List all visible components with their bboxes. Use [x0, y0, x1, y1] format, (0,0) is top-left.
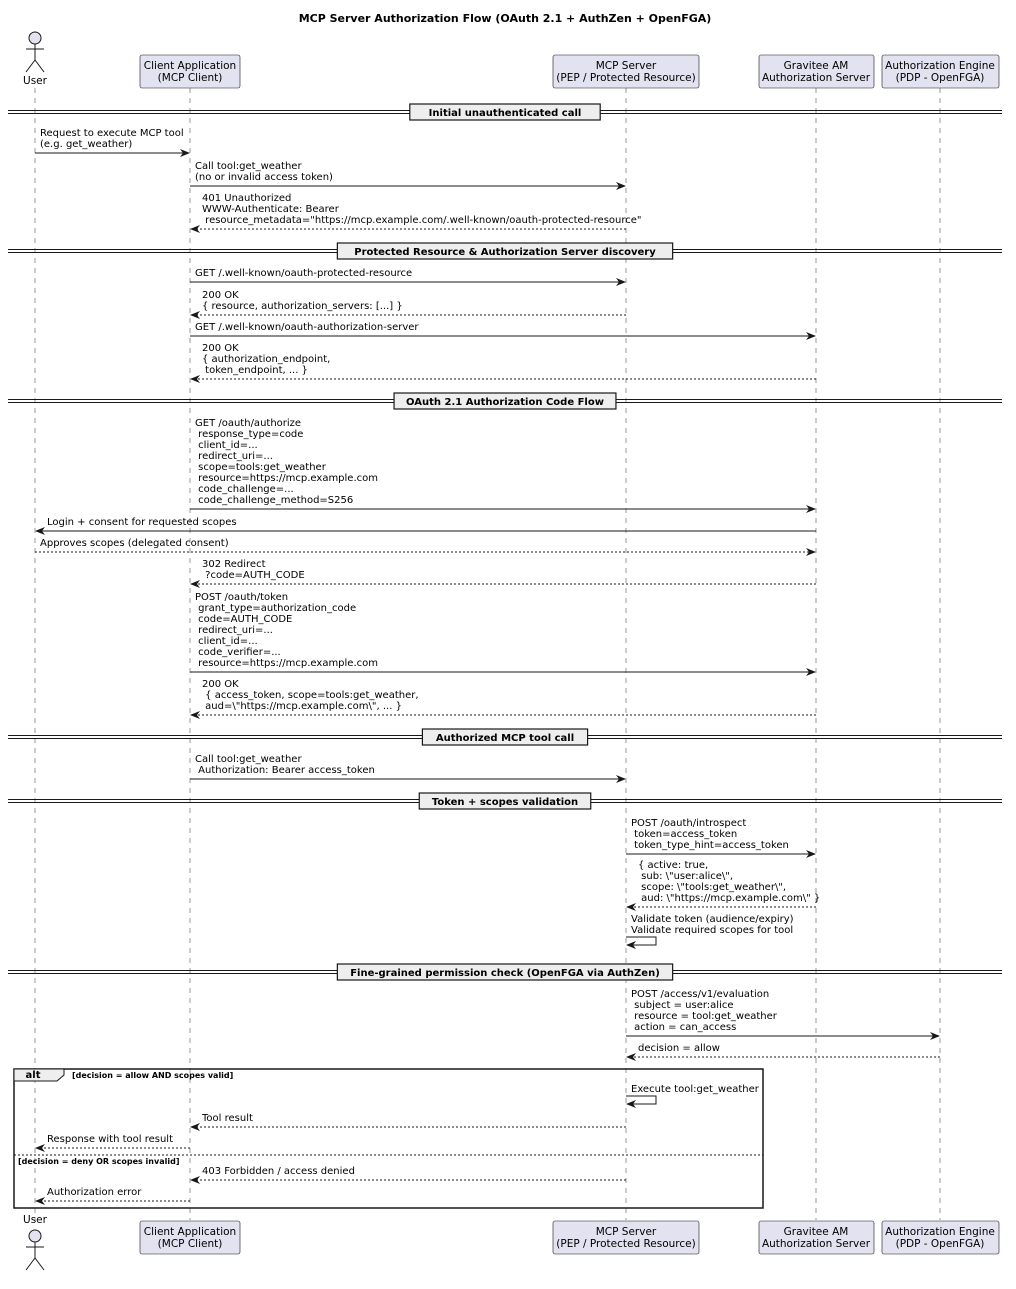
- message-label: { authorization_endpoint,: [202, 354, 331, 365]
- message-label: { resource, authorization_servers: [...] }: [202, 301, 403, 312]
- message-label: subject = user:alice: [631, 1000, 734, 1011]
- message-label: token=access_token: [631, 829, 738, 840]
- message-label: POST /oauth/token: [195, 592, 289, 603]
- message-arrow: [191, 343, 816, 379]
- participant-label-mcp: MCP Server: [595, 60, 657, 72]
- participant-label-pdp: Authorization Engine: [885, 60, 995, 72]
- participant-label-client: Client Application: [143, 1226, 237, 1238]
- message-label: { access_token, scope=tools:get_weather,: [202, 690, 419, 701]
- message-label: GET /.well-known/oauth-protected-resource: [195, 268, 413, 279]
- message-label: Authorization error: [47, 1187, 142, 1198]
- message-arrow: [35, 128, 189, 153]
- message-label: decision = allow: [638, 1043, 720, 1054]
- message-label: response_type=code: [195, 429, 304, 440]
- participant-client-bottom: [140, 1221, 240, 1254]
- message-label: resource=https://mcp.example.com: [195, 658, 378, 669]
- message-label: { active: true,: [638, 860, 709, 871]
- message-label: resource_metadata="https://mcp.example.com/.well-known/oauth-protected-resource": [202, 215, 642, 226]
- message-label: scope: \"tools:get_weather\",: [638, 882, 787, 893]
- message-label: code_challenge_method=S256: [195, 495, 354, 506]
- participant-label-pdp: (PDP - OpenFGA): [895, 72, 985, 84]
- message-arrow: [190, 592, 815, 672]
- message-label: Tool result: [202, 1113, 253, 1124]
- section-divider: [8, 964, 1002, 980]
- message-label: 403 Forbidden / access denied: [202, 1166, 355, 1177]
- message-arrow: [190, 418, 815, 509]
- section-divider-label: Token + scopes validation: [431, 797, 579, 808]
- message-arrow: [35, 538, 815, 552]
- actor-top: [23, 32, 48, 87]
- message-arrow: [191, 1113, 626, 1127]
- message-label: Authorization: Bearer access_token: [195, 765, 375, 776]
- alt-group-label: alt: [25, 1070, 41, 1081]
- message-label: grant_type=authorization_code: [195, 603, 357, 614]
- message-arrow: [36, 1187, 190, 1201]
- message-label: 200 OK: [202, 343, 239, 354]
- message-arrow: [190, 754, 625, 779]
- participant-label-client: (MCP Client): [157, 72, 223, 84]
- message-label: Login + consent for requested scopes: [47, 517, 237, 528]
- message-label: (no or invalid access token): [195, 172, 333, 183]
- participant-label-user: User: [23, 75, 47, 87]
- message-label: Validate required scopes for tool: [631, 925, 794, 936]
- message-label: Execute tool:get_weather: [631, 1084, 759, 1095]
- message-label: Response with tool result: [47, 1134, 174, 1145]
- message-arrow: [190, 268, 625, 282]
- message-label: scope=tools:get_weather: [195, 462, 326, 473]
- message-arrow: [191, 559, 816, 584]
- participant-mcp-top: [553, 55, 699, 88]
- message-label: token_endpoint, ... }: [202, 365, 308, 376]
- section-divider-label: Fine-grained permission check (OpenFGA via AuthZen): [350, 968, 660, 979]
- message-label: resource = tool:get_weather: [631, 1011, 777, 1022]
- participant-label-am: Authorization Server: [761, 72, 871, 84]
- message-label: 200 OK: [202, 290, 239, 301]
- message-label: code_challenge=...: [195, 484, 294, 495]
- message-arrow: [627, 1043, 940, 1057]
- participant-am-top: [759, 55, 874, 88]
- participant-label-pdp: (PDP - OpenFGA): [895, 1238, 985, 1250]
- participant-mcp-bottom: [553, 1221, 699, 1254]
- participant-label-am: Authorization Server: [761, 1238, 871, 1250]
- participant-label-mcp: MCP Server: [595, 1226, 657, 1238]
- message-label: Validate token (audience/expiry): [631, 914, 794, 925]
- message-label: Call tool:get_weather: [195, 754, 302, 765]
- section-divider-label: Protected Resource & Authorization Server discovery: [354, 247, 656, 258]
- message-label: redirect_uri=...: [195, 625, 273, 636]
- message-label: Request to execute MCP tool: [40, 128, 184, 139]
- message-label: aud=\"https://mcp.example.com\", ... }: [202, 701, 402, 712]
- message-label: WWW-Authenticate: Bearer: [202, 204, 339, 215]
- message-arrow: [626, 818, 815, 854]
- message-label: ?code=AUTH_CODE: [202, 570, 305, 581]
- section-divider-label: Initial unauthenticated call: [428, 108, 582, 119]
- participant-label-user: User: [23, 1214, 47, 1226]
- message-arrow: [36, 1134, 190, 1148]
- message-arrow: [190, 161, 625, 186]
- message-arrow: [191, 1166, 626, 1180]
- participant-label-am: Gravitee AM: [783, 1226, 849, 1238]
- section-divider-label: OAuth 2.1 Authorization Code Flow: [406, 397, 604, 408]
- message-label: 200 OK: [202, 679, 239, 690]
- participant-label-am: Gravitee AM: [783, 60, 849, 72]
- section-divider: [8, 104, 1002, 120]
- message-arrow: [626, 914, 794, 945]
- message-label: aud: \"https://mcp.example.com\" }: [638, 893, 821, 904]
- participant-label-mcp: (PEP / Protected Resource): [556, 1238, 696, 1250]
- message-arrow: [190, 322, 815, 336]
- message-label: POST /oauth/introspect: [631, 818, 747, 829]
- section-divider: [8, 243, 1002, 259]
- message-label: client_id=...: [195, 636, 258, 647]
- section-divider: [8, 393, 1002, 409]
- participant-label-mcp: (PEP / Protected Resource): [556, 72, 696, 84]
- participant-am-bottom: [759, 1221, 874, 1254]
- message-label: 302 Redirect: [202, 559, 266, 570]
- message-label: redirect_uri=...: [195, 451, 273, 462]
- participant-pdp-top: [882, 55, 999, 88]
- message-arrow: [191, 193, 642, 229]
- message-label: 401 Unauthorized: [202, 193, 292, 204]
- message-label: Approves scopes (delegated consent): [40, 538, 229, 549]
- participant-label-client: Client Application: [143, 60, 237, 72]
- message-label: (e.g. get_weather): [40, 139, 133, 150]
- message-arrow: [626, 1084, 760, 1104]
- message-arrow: [191, 290, 626, 315]
- message-label: code_verifier=...: [195, 647, 281, 658]
- participant-client-top: [140, 55, 240, 88]
- message-label: resource=https://mcp.example.com: [195, 473, 378, 484]
- participant-label-client: (MCP Client): [157, 1238, 223, 1250]
- message-arrow: [627, 860, 820, 907]
- message-label: client_id=...: [195, 440, 258, 451]
- message-label: token_type_hint=access_token: [631, 840, 789, 851]
- message-label: POST /access/v1/evaluation: [631, 989, 770, 1000]
- participant-pdp-bottom: [882, 1221, 999, 1254]
- alt-guard-allow: [decision = allow AND scopes valid]: [72, 1071, 234, 1080]
- message-label: GET /oauth/authorize: [195, 418, 302, 429]
- participant-label-pdp: Authorization Engine: [885, 1226, 995, 1238]
- diagram-title: MCP Server Authorization Flow (OAuth 2.1 + AuthZen + OpenFGA): [298, 12, 712, 25]
- section-divider: [8, 729, 1002, 745]
- message-label: Call tool:get_weather: [195, 161, 302, 172]
- section-divider-label: Authorized MCP tool call: [435, 733, 575, 744]
- message-arrow: [626, 989, 939, 1036]
- message-arrow: [191, 679, 816, 715]
- message-label: GET /.well-known/oauth-authorization-server: [195, 322, 419, 333]
- message-label: code=AUTH_CODE: [195, 614, 293, 625]
- message-label: action = can_access: [631, 1022, 737, 1033]
- actor-bottom: [23, 1214, 48, 1270]
- message-label: sub: \"user:alice\",: [638, 871, 734, 882]
- message-arrow: [36, 517, 816, 531]
- alt-guard-deny: [decision = deny OR scopes invalid]: [18, 1157, 180, 1166]
- section-divider: [8, 793, 1002, 809]
